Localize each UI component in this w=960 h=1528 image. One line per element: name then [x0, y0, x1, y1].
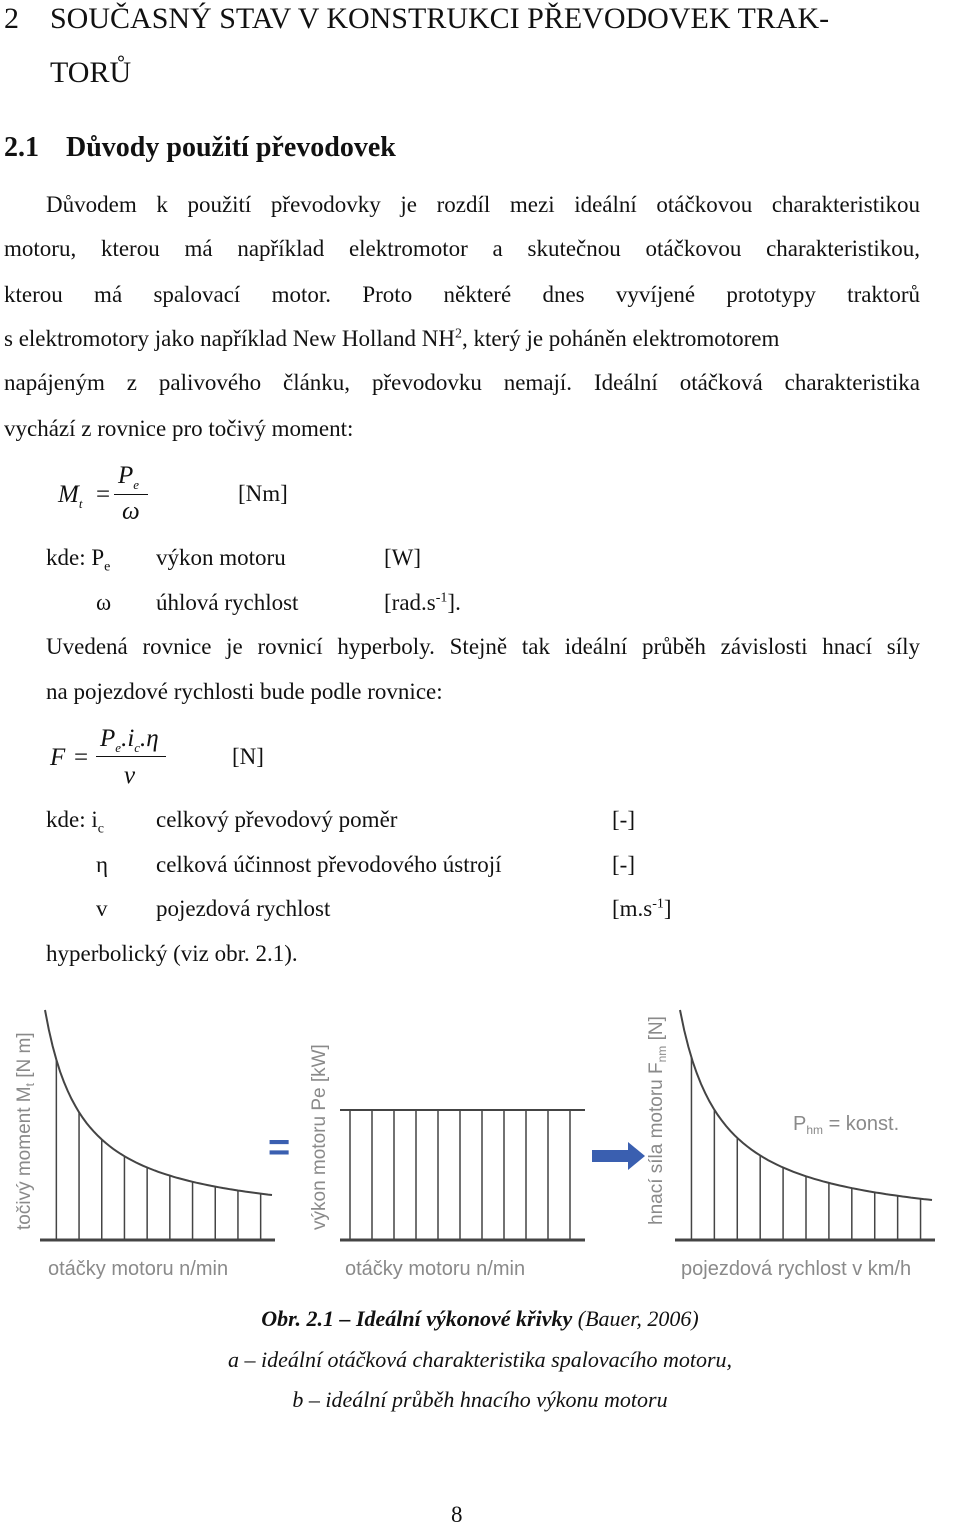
paragraph-text: s elektromotory jako například New Holland NH — [4, 326, 455, 351]
paragraph-line: Uvedená rovnice je rovnicí hyperboly. Stejně tak ideální průběh závislosti hnací síly — [46, 634, 920, 659]
figure-ideal-curves — [0, 985, 960, 1290]
chart1-xlabel: otáčky motoru n/min — [48, 1258, 229, 1280]
paragraph-line: napájeným z palivového článku, převodovku nemají. Ideální otáčková charakteristika — [4, 370, 920, 395]
legend2-symbol: η — [96, 852, 109, 877]
legend1-unit: [W] — [384, 545, 422, 570]
chart3-ylabel: hnací síla motoru $F_{nm}$ [N] — [646, 1016, 669, 1225]
figure-caption-line1: Obr. 2.1 – Ideální výkonové křivky (Bauer, 2006) — [261, 1306, 699, 1331]
legend2-unit: $[m.s^{-1}]$ — [612, 896, 672, 921]
legend1-symbol: ω — [96, 590, 112, 615]
section-number: 2.1 — [4, 132, 39, 163]
figure-caption-line3: b – ideální průběh hnacího výkonu motoru — [292, 1387, 668, 1412]
legend2-symbol: kde: $i_c$ — [46, 807, 104, 837]
nh-superscript: 2 — [454, 326, 462, 342]
after-text: hyperbolický (viz obr. 2.1). — [46, 941, 298, 966]
eq2-equals: = — [74, 744, 89, 771]
chart2-xlabel: otáčky motoru n/min — [345, 1258, 526, 1280]
chart3-curve — [680, 1010, 932, 1200]
chart3-annotation: $P_{hm}$ = konst. — [793, 1113, 900, 1137]
chapter-title-line2: TORŮ — [50, 56, 132, 89]
chapter-number: 2 — [4, 2, 19, 35]
chart2-bars — [350, 1110, 570, 1240]
paragraph-line: motoru, kterou má například elektromotor a skutečnou otáčkovou charakteristikou, — [4, 236, 920, 261]
eq1-equals: = — [96, 481, 111, 508]
page-number: 8 — [451, 1502, 463, 1527]
paragraph-line: kterou má spalovací motor. Proto některé dnes vyvíjené prototypy traktorů — [4, 282, 920, 307]
legend2-unit: [-] — [612, 807, 635, 832]
paragraph-line: vychází z rovnice pro točivý moment: — [4, 416, 354, 441]
eq2-unit: [N] — [232, 744, 264, 769]
chapter-title-line1: SOUČASNÝ STAV V KONSTRUKCI PŘEVODOVEK TRAK- — [50, 2, 830, 35]
eq1-numerator: $P_e$ — [118, 462, 140, 492]
legend1-desc: úhlová rychlost — [156, 590, 299, 615]
legend1-desc: výkon motoru — [156, 545, 286, 570]
chart3-xlabel: pojezdová rychlost v km/h — [681, 1258, 912, 1280]
chart3-bars — [691, 1058, 920, 1241]
equals-sign: = — [268, 1127, 291, 1169]
eq1-lhs: $M_t$ — [58, 481, 83, 511]
eq1-unit: [Nm] — [238, 481, 288, 506]
legend2-desc: celkový převodový poměr — [156, 807, 398, 832]
eq2-lhs: F — [50, 744, 66, 771]
paragraph-line: na pojezdové rychlosti bude podle rovnice: — [46, 679, 443, 704]
paragraph-text: , který je poháněn elektromotorem — [461, 326, 780, 351]
legend2-unit: [-] — [612, 852, 635, 877]
chart2-ylabel: výkon motoru Pe [kW] — [309, 1044, 330, 1230]
arrow-icon — [592, 1142, 645, 1170]
section-title: Důvody použití převodovek — [66, 132, 396, 163]
eq1-fraction-bar — [114, 494, 148, 495]
eq2-numerator: $P_e.i_c.\eta$ — [100, 725, 159, 755]
figure-caption-line2: a – ideální otáčková charakteristika spalovacího motoru, — [227, 1347, 733, 1372]
legend2-desc: pojezdová rychlost — [156, 896, 331, 921]
eq2-fraction-bar — [96, 756, 166, 757]
paragraph-line: Důvodem k použití převodovky je rozdíl mezi ideální otáčkovou charakteristikou — [46, 192, 920, 217]
legend2-symbol: v — [96, 896, 108, 921]
eq1-denominator: ω — [122, 498, 140, 525]
legend1-symbol: kde: $P_e$ — [46, 545, 111, 575]
legend2-desc: celková účinnost převodového ústrojí — [156, 852, 502, 877]
paragraph-line-nh — [4, 326, 920, 352]
chart1-ylabel: točivý moment $M_t$ [N m] — [14, 1032, 37, 1230]
legend1-unit: $[rad.s^{-1}]$. — [384, 590, 461, 615]
chart1-bars — [56, 1060, 260, 1240]
eq2-denominator: v — [124, 762, 136, 789]
